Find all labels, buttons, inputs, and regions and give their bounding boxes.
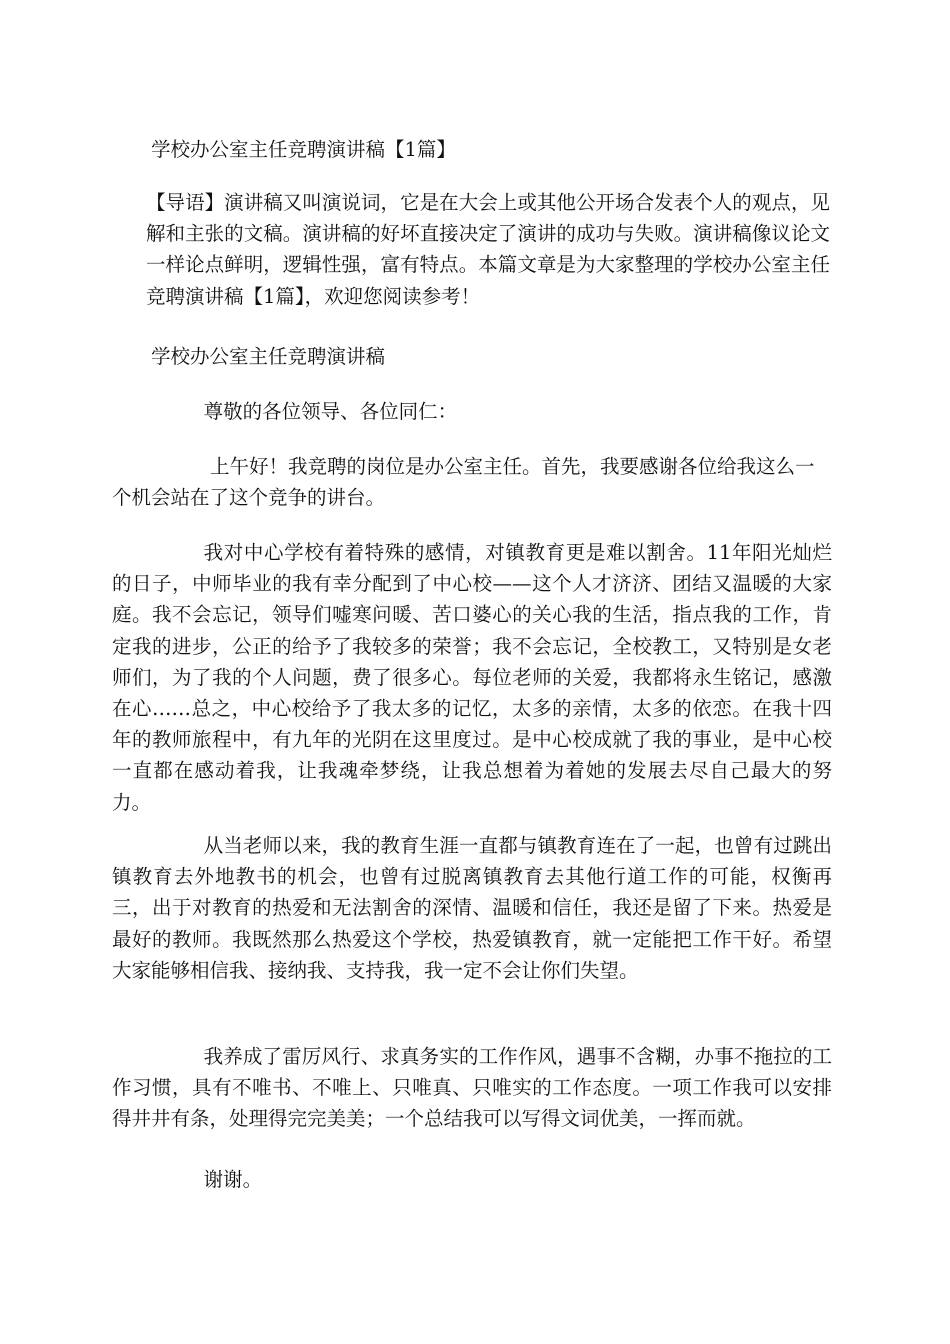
- intro-paragraph: 【导语】演讲稿又叫演说词，它是在大会上或其他公开场合发表个人的观点，见解和主张的文稿。演讲稿的好坏直接决定了演讲的成功与失败。演讲稿像议论文一样论点鲜明，逻辑性强，富有特点。本篇文章是为大家整理的学校办公室主任竞聘演讲稿【1篇】，欢迎您阅读参考！: [146, 191, 830, 308]
- body-paragraph-1: 我对中心学校有着特殊的感情，对镇教育更是难以割舍。11年阳光灿烂的日子，中师毕业的我有幸分配到了中心校——这个人才济济、团结又温暖的大家庭。我不会忘记，领导们嘘寒问暖、苦口婆心的关心我的生活，指点我的工作，肯定我的进步，公正的给予了我较多的荣誉；我不会忘记，全校教工，又特别是女老师们，为了我的个人问题，费了很多心。每位老师的关爱，我都将永生铭记，感激在心……总之，中心校给予了我太多的记忆，太多的亲情，太多的依恋。在我十四年的教师旅程中，有九年的光阴在这里度过。是中心校成就了我的事业，是中心校一直都在感动着我，让我魂牵梦绕，让我总想着为着她的发展去尽自己最大的努力。: [112, 541, 832, 814]
- closing-line: 谢谢。: [203, 1168, 263, 1191]
- opening-paragraph-line-1: 上午好！我竞聘的岗位是办公室主任。首先，我要感谢各位给我这么一: [210, 455, 815, 478]
- greeting: 尊敬的各位领导、各位同仁：: [203, 400, 458, 423]
- opening-paragraph-line-2: 个机会站在了这个竞争的讲台。: [112, 486, 386, 509]
- speech-subtitle: 学校办公室主任竞聘演讲稿: [151, 345, 386, 368]
- body-paragraph-2: 从当老师以来，我的教育生涯一直都与镇教育连在了一起，也曾有过跳出镇教育去外地教书的机会，也曾有过脱离镇教育去其他行道工作的可能，权衡再三，出于对教育的热爱和无法割舍的深情、温暖和信任，我还是留了下来。热爱是最好的教师。我既然那么热爱这个学校，热爱镇教育，就一定能把工作干好。希望大家能够相信我、接纳我、支持我，我一定不会让你们失望。: [112, 834, 832, 982]
- body-paragraph-3: 我养成了雷厉风行、求真务实的工作作风，遇事不含糊，办事不拖拉的工作习惯，具有不唯书、不唯上、只唯真、只唯实的工作态度。一项工作我可以安排得井井有条，处理得完完美美；一个总结我可以写得文词优美，一挥而就。: [112, 1045, 832, 1131]
- document-title: 学校办公室主任竞聘演讲稿【1篇】: [151, 138, 456, 161]
